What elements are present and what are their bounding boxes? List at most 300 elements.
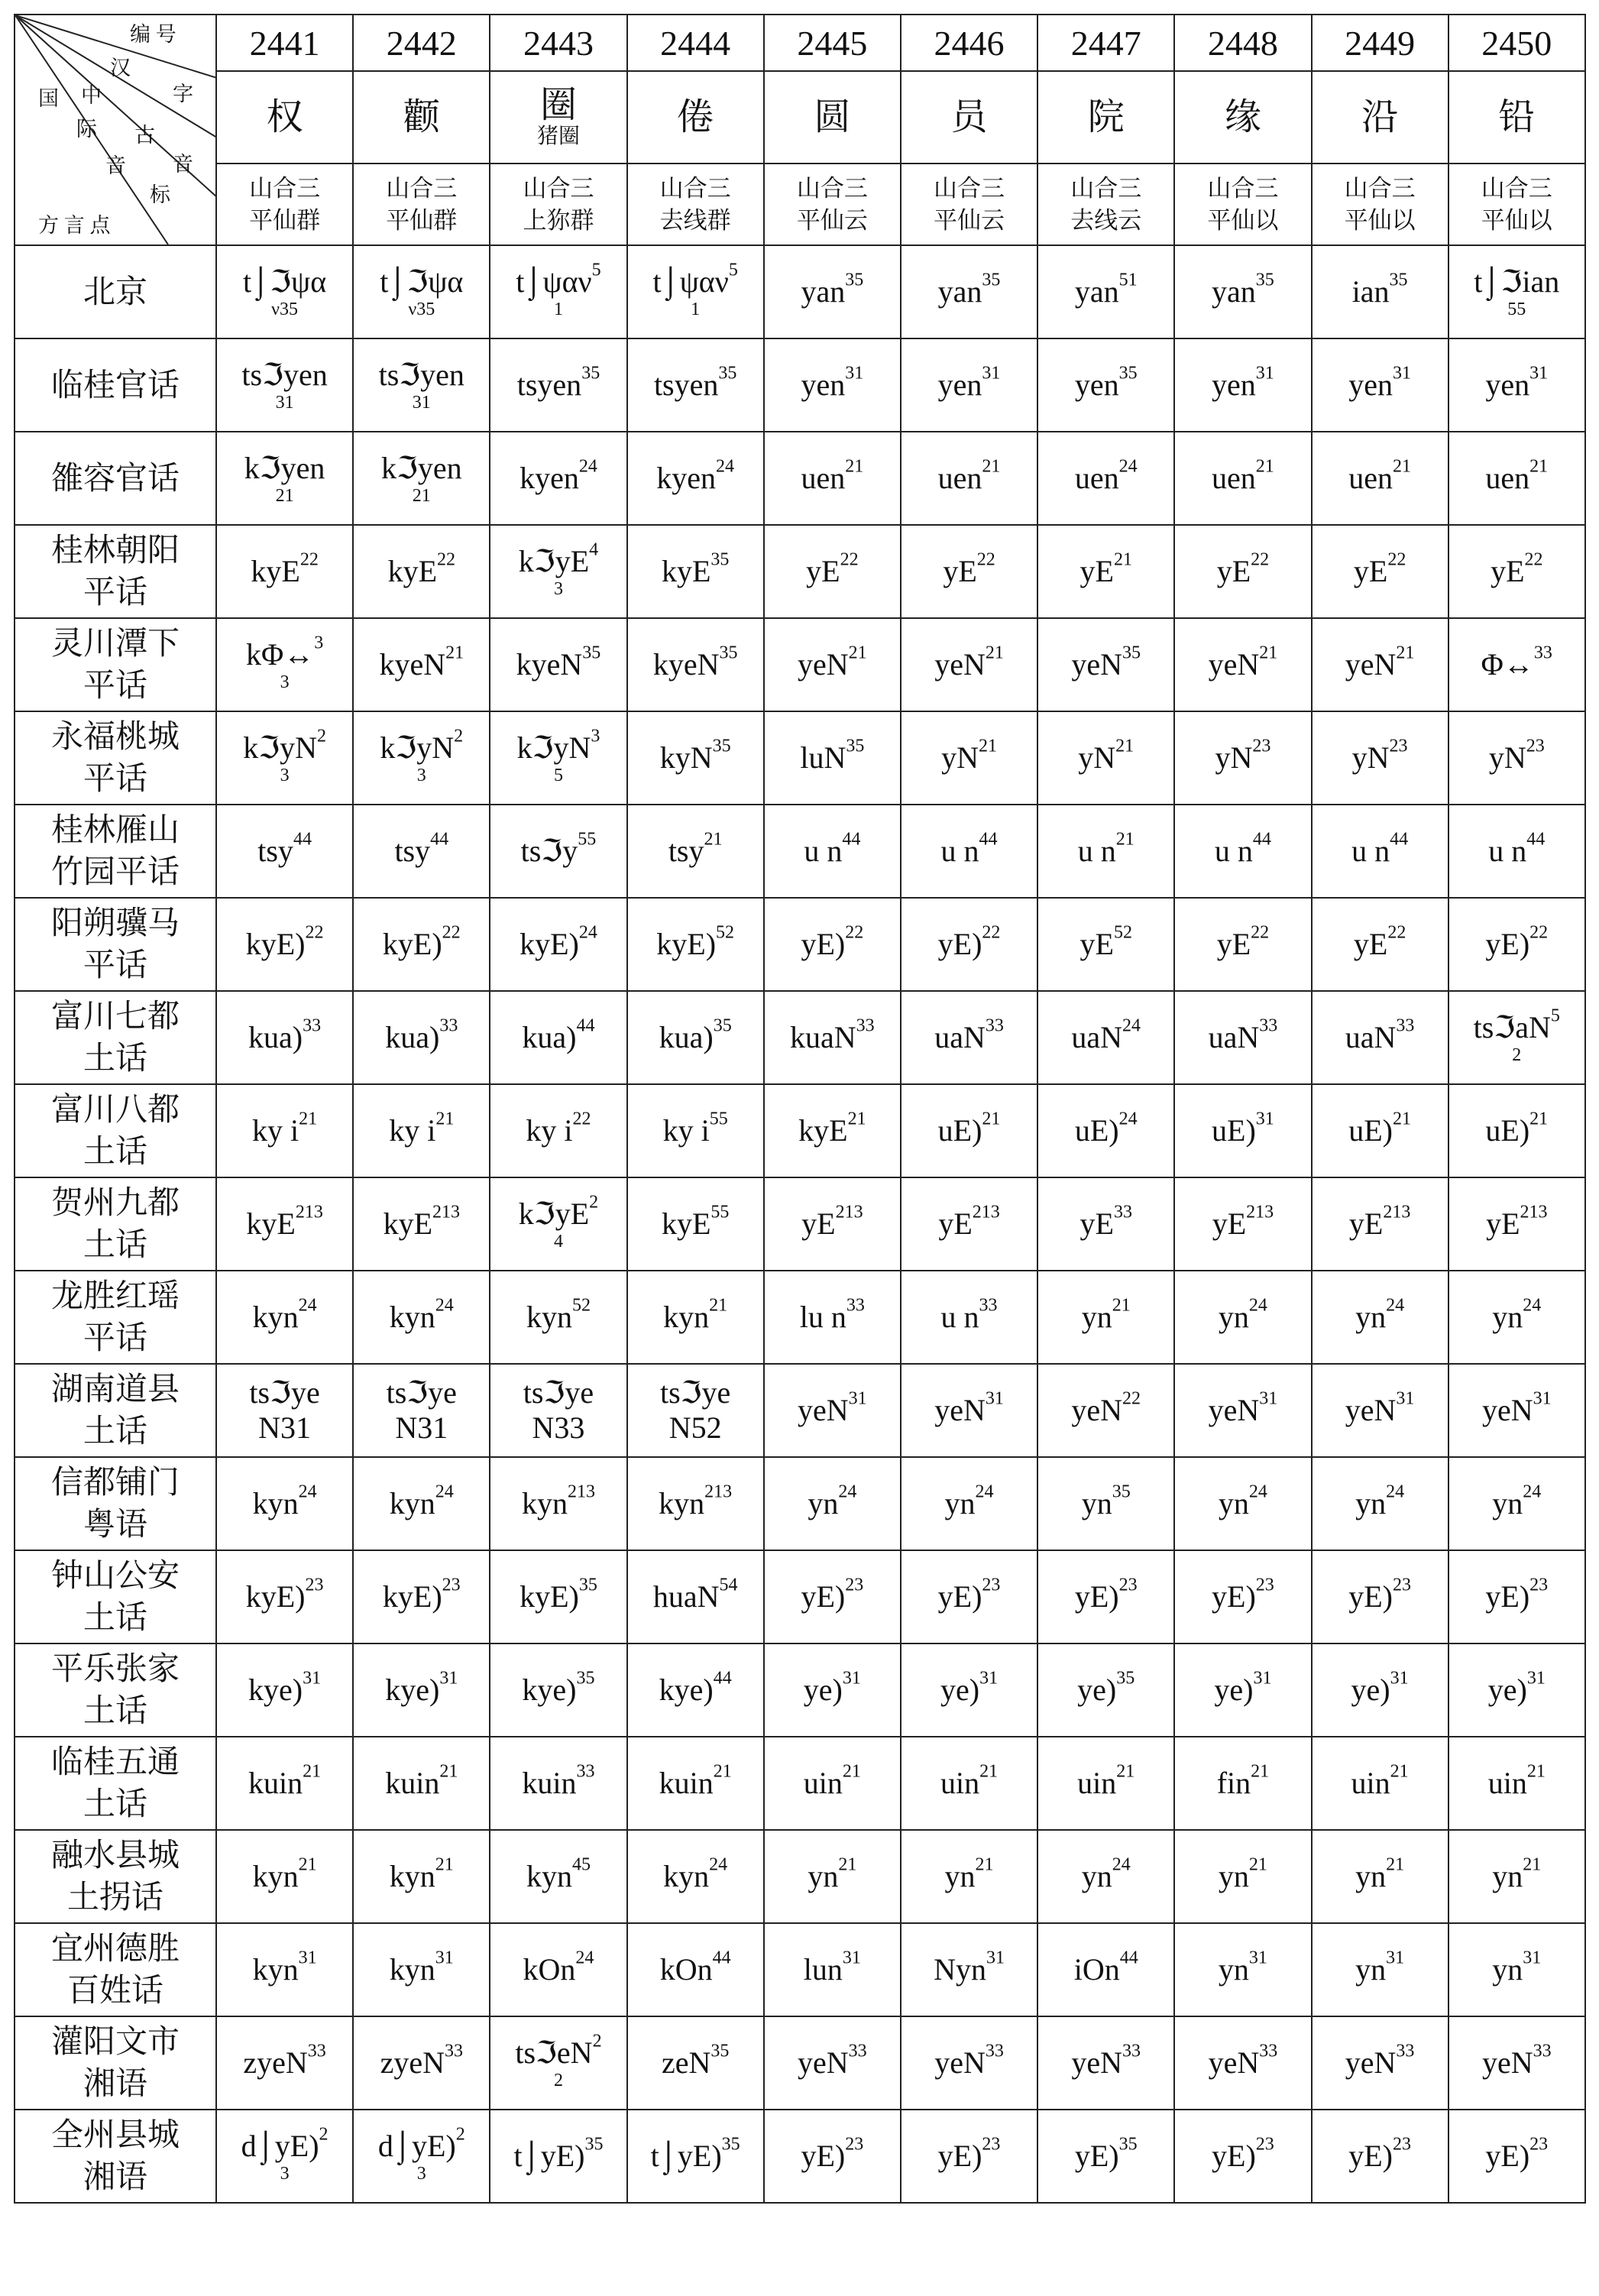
tone-superscript: 31: [1396, 1388, 1415, 1409]
pronunciation-text: yE: [943, 554, 977, 588]
pronunciation-cell: [627, 1643, 764, 1737]
tone-superscript: 2: [592, 2031, 602, 2052]
pronunciation-text: ye): [940, 1673, 980, 1707]
tone-superscript: 31: [985, 1388, 1004, 1409]
pronunciation-text: tsy: [668, 834, 704, 868]
pronunciation-cell: [764, 245, 901, 338]
middle-chinese-cell: [764, 164, 901, 245]
character-number: 2449: [1312, 15, 1448, 71]
pronunciation-text: yN: [1488, 740, 1526, 775]
character-glyph: 沿: [1361, 96, 1399, 138]
pronunciation-cell: [901, 898, 1037, 991]
pronunciation-text: yN: [1215, 740, 1253, 775]
tone-superscript: 21: [1112, 1295, 1131, 1316]
pronunciation-cell: [1037, 805, 1174, 898]
pronunciation-continuation: N31: [395, 1410, 448, 1445]
tone-superscript: 31: [986, 1948, 1005, 1968]
pronunciation-text: kyn: [252, 1952, 299, 1987]
pronunciation-cell: [1037, 432, 1174, 525]
pronunciation-text: yeN: [1208, 647, 1260, 682]
tone-superscript: 21: [1392, 456, 1411, 477]
dialect-place: [15, 1830, 216, 1923]
dialect-place-line: 信都铺门: [50, 1463, 180, 1501]
tone-superscript: 31: [979, 1668, 999, 1689]
pronunciation-text: ye): [1077, 1673, 1117, 1707]
pronunciation-cell: [1312, 432, 1448, 525]
pronunciation-text: u n: [940, 1300, 979, 1334]
pronunciation-cell: [1448, 2016, 1585, 2110]
pronunciation-text: u n: [804, 834, 843, 868]
pronunciation-cell: [216, 1364, 353, 1457]
tone-superscript: 213: [1520, 1202, 1548, 1222]
tone-continuation: 1: [553, 299, 563, 319]
pronunciation-text: uaN: [1345, 1020, 1397, 1054]
pronunciation-cell: [490, 1550, 626, 1643]
tone-superscript: 31: [842, 1948, 861, 1968]
dialect-row: [15, 525, 1585, 618]
pronunciation-text: tsℑyen: [378, 357, 464, 392]
dialect-place: [15, 1457, 216, 1550]
tone-superscript: 21: [848, 643, 867, 663]
tone-superscript: 31: [1390, 1668, 1409, 1689]
pronunciation-text: yN: [1078, 740, 1116, 775]
tone-superscript: 31: [982, 363, 1001, 384]
pronunciation-text: yeN: [798, 1393, 849, 1427]
tone-superscript: 35: [713, 1015, 732, 1036]
character-glyph: 铅: [1498, 96, 1536, 138]
pronunciation-text: yen: [1485, 368, 1530, 402]
pronunciation-cell: [490, 618, 626, 711]
pronunciation-text: tsy: [394, 834, 431, 868]
pronunciation-text: yn: [808, 1486, 839, 1520]
pronunciation-cell: [216, 805, 353, 898]
pronunciation-cell: [1312, 1457, 1448, 1550]
pronunciation-cell: [1174, 1177, 1311, 1271]
tone-superscript: 2: [316, 726, 326, 746]
pronunciation-text: yE: [1348, 1206, 1384, 1241]
tone-superscript: 31: [848, 1388, 867, 1409]
tone-superscript: 33: [1396, 2041, 1415, 2061]
pronunciation-cell: [353, 1271, 490, 1364]
tone-superscript: 21: [1115, 829, 1135, 850]
dialect-place-line: 百姓话: [66, 1971, 163, 2009]
pronunciation-cell: [1174, 711, 1311, 805]
pronunciation-text: kua): [522, 1020, 577, 1054]
character-glyph: 圈: [539, 85, 577, 126]
tone-superscript: 21: [978, 736, 997, 756]
pronunciation-cell: [490, 1923, 626, 2016]
character-number: 2443: [490, 15, 626, 71]
pronunciation-cell: [216, 1457, 353, 1550]
pronunciation-text: Φ↔: [1481, 647, 1534, 682]
middle-chinese-line: 山合三: [1481, 174, 1552, 202]
tone-superscript: 24: [1248, 1295, 1267, 1316]
middle-chinese-line: 平仙云: [796, 206, 868, 234]
tone-superscript: 55: [710, 1202, 730, 1222]
middle-chinese-cell: [1448, 164, 1585, 245]
character-cell: [901, 71, 1037, 164]
tone-superscript: 21: [1259, 643, 1278, 663]
pronunciation-cell: [353, 1177, 490, 1271]
middle-chinese-line: 去线云: [1070, 206, 1142, 234]
pronunciation-text: yan: [1212, 274, 1256, 309]
pronunciation-text: yeN: [1345, 2045, 1397, 2080]
tone-superscript: 5: [591, 260, 601, 280]
pronunciation-cell: [901, 618, 1037, 711]
tone-superscript: 21: [1392, 1109, 1411, 1129]
middle-chinese-line: 山合三: [659, 174, 731, 202]
dialect-place: [15, 2016, 216, 2110]
pronunciation-cell: [1312, 525, 1448, 618]
tone-superscript: 35: [1112, 1482, 1131, 1502]
tone-superscript: 35: [584, 2134, 604, 2155]
pronunciation-text: yeN: [1481, 2045, 1533, 2080]
pronunciation-text: kyE: [383, 1206, 432, 1241]
pronunciation-cell: [216, 1737, 353, 1830]
tone-superscript: 24: [1523, 1295, 1542, 1316]
tone-superscript: 24: [838, 1482, 857, 1502]
pronunciation-cell: [490, 1364, 626, 1457]
tone-superscript: 33: [576, 1761, 595, 1782]
pronunciation-cell: [1448, 898, 1585, 991]
tone-superscript: 33: [979, 1295, 998, 1316]
pronunciation-text: kye): [522, 1673, 577, 1707]
pronunciation-cell: [1448, 1084, 1585, 1177]
pronunciation-text: kℑyen: [380, 450, 462, 485]
pronunciation-cell: [1174, 245, 1311, 338]
pronunciation-cell: [1037, 2110, 1174, 2203]
tone-superscript: 5: [728, 260, 738, 280]
pronunciation-text: kℑyE: [518, 1196, 590, 1231]
dialect-row: [15, 1271, 1585, 1364]
tone-superscript: 21: [1523, 1854, 1542, 1875]
dialect-row: [15, 2016, 1585, 2110]
tone-superscript: 33: [1259, 2041, 1278, 2061]
pronunciation-text: yE): [1485, 2139, 1530, 2173]
dialect-place: [15, 991, 216, 1084]
pronunciation-text: tsyen: [653, 368, 719, 402]
pronunciation-cell: [1448, 1737, 1585, 1830]
pronunciation-cell: [490, 2016, 626, 2110]
pronunciation-text: kyn: [389, 1486, 435, 1520]
pronunciation-cell: [216, 1643, 353, 1737]
pronunciation-cell: [1312, 1271, 1448, 1364]
tone-superscript: 33: [1533, 643, 1552, 663]
tone-superscript: 21: [842, 1761, 861, 1782]
tone-superscript: 23: [1255, 2134, 1274, 2155]
tone-superscript: 31: [1526, 1668, 1546, 1689]
pronunciation-cell: [1174, 1830, 1311, 1923]
pronunciation-cell: [1448, 711, 1585, 805]
pronunciation-cell: [901, 1923, 1037, 2016]
pronunciation-cell: [1037, 2016, 1174, 2110]
tone-superscript: 22: [845, 922, 864, 943]
pronunciation-cell: [353, 338, 490, 432]
pronunciation-cell: [216, 1550, 353, 1643]
pronunciation-text: kyE): [382, 1579, 442, 1614]
pronunciation-cell: [764, 1830, 901, 1923]
tone-superscript: 213: [1246, 1202, 1274, 1222]
tone-superscript: 23: [982, 1575, 1001, 1595]
pronunciation-cell: [353, 2016, 490, 2110]
pronunciation-continuation: N31: [258, 1410, 312, 1445]
pronunciation-text: ky i: [526, 1113, 573, 1148]
tone-superscript: 213: [295, 1202, 323, 1222]
dialect-place-line: 桂林雁山: [50, 811, 180, 849]
dialect-row: [15, 1177, 1585, 1271]
dialect-place-line: 平话: [83, 946, 147, 983]
pronunciation-text: yen: [937, 368, 982, 402]
pronunciation-cell: [1174, 1737, 1311, 1830]
pronunciation-text: fin: [1216, 1766, 1251, 1800]
corner-label-guo: 国: [38, 87, 59, 110]
pronunciation-cell: [1312, 1550, 1448, 1643]
pronunciation-cell: [764, 1550, 901, 1643]
pronunciation-cell: [216, 2016, 353, 2110]
tone-superscript: 35: [719, 643, 738, 663]
pronunciation-text: u n: [1351, 834, 1390, 868]
pronunciation-text: kyn: [389, 1859, 435, 1893]
pronunciation-text: tsℑye: [386, 1375, 457, 1410]
pronunciation-cell: [1312, 338, 1448, 432]
pronunciation-text: yeN: [1345, 647, 1397, 682]
tone-superscript: 44: [430, 829, 449, 850]
pronunciation-text: zeN: [661, 2045, 711, 2080]
middle-chinese-cell: [901, 164, 1037, 245]
tone-superscript: 22: [840, 549, 859, 570]
tone-superscript: 35: [578, 1575, 597, 1595]
tone-superscript: 21: [1255, 456, 1274, 477]
pronunciation-text: uaN: [1071, 1020, 1123, 1054]
pronunciation-cell: [216, 1271, 353, 1364]
dialect-place: [15, 805, 216, 898]
pronunciation-text: kyeN: [516, 647, 583, 682]
tone-superscript: 35: [846, 736, 865, 756]
pronunciation-text: yeN: [1208, 1393, 1260, 1427]
tone-superscript: 33: [985, 2041, 1004, 2061]
pronunciation-cell: [490, 338, 626, 432]
dialect-place-line: 平话: [83, 666, 147, 704]
pronunciation-text: ye): [1214, 1673, 1254, 1707]
pronunciation-text: kuin: [385, 1766, 440, 1800]
pronunciation-cell: [1448, 618, 1585, 711]
pronunciation-text: kyn: [521, 1486, 568, 1520]
tone-continuation: 3: [416, 765, 426, 785]
pronunciation-cell: [627, 338, 764, 432]
tone-superscript: 23: [305, 1575, 324, 1595]
pronunciation-text: kyn: [389, 1300, 435, 1334]
pronunciation-text: uen: [1212, 461, 1256, 495]
tone-superscript: 2: [455, 2124, 465, 2145]
pronunciation-cell: [1174, 991, 1311, 1084]
pronunciation-cell: [216, 1830, 353, 1923]
pronunciation-cell: [1174, 805, 1311, 898]
pronunciation-text: yE): [801, 2139, 846, 2173]
pronunciation-cell: [627, 805, 764, 898]
tone-superscript: 44: [1526, 829, 1546, 850]
pronunciation-cell: [901, 1737, 1037, 1830]
dialect-place-line: 湘语: [83, 2064, 147, 2102]
pronunciation-cell: [353, 711, 490, 805]
tone-superscript: 33: [1113, 1202, 1132, 1222]
tone-superscript: 31: [1523, 1948, 1542, 1968]
pronunciation-cell: [353, 898, 490, 991]
pronunciation-text: yn: [1355, 1952, 1387, 1987]
tone-superscript: 213: [835, 1202, 863, 1222]
pronunciation-text: tsℑaN: [1473, 1009, 1551, 1044]
character-glyph: 倦: [677, 96, 714, 138]
pronunciation-text: yn: [1218, 1952, 1249, 1987]
tone-superscript: 31: [435, 1948, 454, 1968]
tone-superscript: 55: [709, 1109, 728, 1129]
pronunciation-text: kye): [248, 1673, 303, 1707]
pronunciation-text: kℑyen: [244, 450, 325, 485]
pronunciation-cell: [764, 1737, 901, 1830]
tone-superscript: 22: [982, 922, 1001, 943]
dialect-place-line: 北京: [83, 272, 147, 310]
character-number: 2447: [1037, 15, 1174, 71]
tone-superscript: 35: [576, 1668, 595, 1689]
tone-superscript: 21: [847, 1109, 866, 1129]
dialect-place-line: 平乐张家: [50, 1650, 180, 1688]
pronunciation-cell: [1037, 1084, 1174, 1177]
pronunciation-cell: [1174, 618, 1311, 711]
pronunciation-cell: [353, 2110, 490, 2203]
pronunciation-text: uaN: [934, 1020, 986, 1054]
pronunciation-cell: [901, 1550, 1037, 1643]
pronunciation-text: yn: [1355, 1300, 1387, 1334]
dialect-place: [15, 898, 216, 991]
dialect-place-line: 融水县城: [50, 1836, 180, 1874]
pronunciation-cell: [627, 1271, 764, 1364]
pronunciation-text: yan: [801, 274, 846, 309]
tone-superscript: 21: [1390, 1761, 1409, 1782]
middle-chinese-line: 平仙以: [1207, 206, 1279, 234]
pronunciation-text: kyE): [520, 1579, 579, 1614]
tone-superscript: 44: [713, 1668, 732, 1689]
pronunciation-cell: [490, 432, 626, 525]
pronunciation-cell: [490, 991, 626, 1084]
pronunciation-cell: [627, 245, 764, 338]
pronunciation-cell: [1312, 1177, 1448, 1271]
tone-superscript: 33: [985, 1015, 1004, 1036]
pronunciation-text: kua): [248, 1020, 303, 1054]
middle-chinese-line: 山合三: [386, 174, 458, 202]
character-cell: [764, 71, 901, 164]
pronunciation-cell: [1448, 1457, 1585, 1550]
pronunciation-cell: [764, 1643, 901, 1737]
tone-superscript: 22: [1524, 549, 1543, 570]
pronunciation-cell: [490, 711, 626, 805]
dialect-place: [15, 1643, 216, 1737]
character-cell: [1174, 71, 1311, 164]
pronunciation-text: yE: [1216, 554, 1251, 588]
pronunciation-cell: [764, 338, 901, 432]
dialect-place-line: 湘语: [83, 2158, 147, 2195]
pronunciation-text: yeN: [1481, 1393, 1533, 1427]
pronunciation-text: uen: [1348, 461, 1393, 495]
tone-continuation: 3: [416, 2163, 426, 2184]
pronunciation-text: yE: [1353, 927, 1388, 961]
pronunciation-cell: [490, 1177, 626, 1271]
tone-superscript: 24: [298, 1482, 317, 1502]
pronunciation-cell: [490, 1830, 626, 1923]
pronunciation-cell: [1037, 525, 1174, 618]
tone-superscript: 21: [299, 1109, 318, 1129]
pronunciation-cell: [1037, 1830, 1174, 1923]
dialect-place-line: 灵川潭下: [50, 624, 180, 662]
pronunciation-text: yn: [1218, 1300, 1249, 1334]
tone-superscript: 23: [1392, 2134, 1411, 2155]
pronunciation-cell: [1448, 1550, 1585, 1643]
pronunciation-cell: [627, 898, 764, 991]
pronunciation-text: kyn: [252, 1300, 299, 1334]
pronunciation-cell: [1174, 2016, 1311, 2110]
dialect-place: [15, 1737, 216, 1830]
dialect-row: [15, 1550, 1585, 1643]
tone-superscript: 44: [712, 1948, 731, 1968]
tone-superscript: 35: [721, 2134, 740, 2155]
pronunciation-cell: [490, 525, 626, 618]
pronunciation-cell: [1174, 1364, 1311, 1457]
pronunciation-text: uen: [1485, 461, 1530, 495]
pronunciation-cell: [764, 1457, 901, 1550]
pronunciation-cell: [353, 805, 490, 898]
dialect-row: [15, 1923, 1585, 2016]
tone-superscript: 23: [1526, 736, 1545, 756]
tone-superscript: 21: [435, 1109, 455, 1129]
dialect-place-line: 桂林朝阳: [50, 531, 180, 569]
pronunciation-text: kyE): [382, 927, 442, 961]
tone-superscript: 22: [976, 549, 995, 570]
middle-chinese-line: 平仙群: [386, 206, 458, 234]
pronunciation-text: yE: [801, 1206, 836, 1241]
tone-continuation: 31: [412, 392, 431, 413]
tone-superscript: 22: [1251, 922, 1270, 943]
character-note: 猪圈: [536, 124, 580, 148]
pronunciation-text: yn: [944, 1486, 976, 1520]
pronunciation-cell: [901, 1177, 1037, 1271]
pronunciation-cell: [1312, 1643, 1448, 1737]
pronunciation-text: kuaN: [790, 1020, 856, 1054]
tone-superscript: 31: [1248, 1948, 1267, 1968]
tone-superscript: 31: [1259, 1388, 1278, 1409]
pronunciation-cell: [1037, 1737, 1174, 1830]
pronunciation-text: yE: [1079, 554, 1114, 588]
pronunciation-cell: [1174, 2110, 1311, 2203]
tone-superscript: 54: [719, 1575, 738, 1595]
pronunciation-text: yeN: [1208, 2045, 1260, 2080]
tone-superscript: 24: [435, 1482, 454, 1502]
dialect-place: [15, 432, 216, 525]
pronunciation-text: yeN: [934, 1393, 986, 1427]
pronunciation-cell: [901, 338, 1037, 432]
dialect-place-line: 富川七都: [50, 997, 180, 1035]
tone-superscript: 21: [1529, 1109, 1549, 1129]
pronunciation-cell: [901, 711, 1037, 805]
tone-superscript: 24: [1118, 1109, 1138, 1129]
character-glyph: 缘: [1224, 96, 1261, 138]
pronunciation-text: yE): [1212, 1579, 1256, 1614]
pronunciation-text: uin: [803, 1766, 843, 1800]
pronunciation-text: kyE: [246, 1206, 296, 1241]
character-glyph: 院: [1087, 96, 1125, 138]
pronunciation-text: tsℑye: [523, 1375, 594, 1410]
pronunciation-cell: [1174, 1643, 1311, 1737]
pronunciation-cell: [901, 991, 1037, 1084]
pronunciation-text: ye): [1351, 1673, 1390, 1707]
pronunciation-text: tsℑy: [520, 834, 578, 868]
